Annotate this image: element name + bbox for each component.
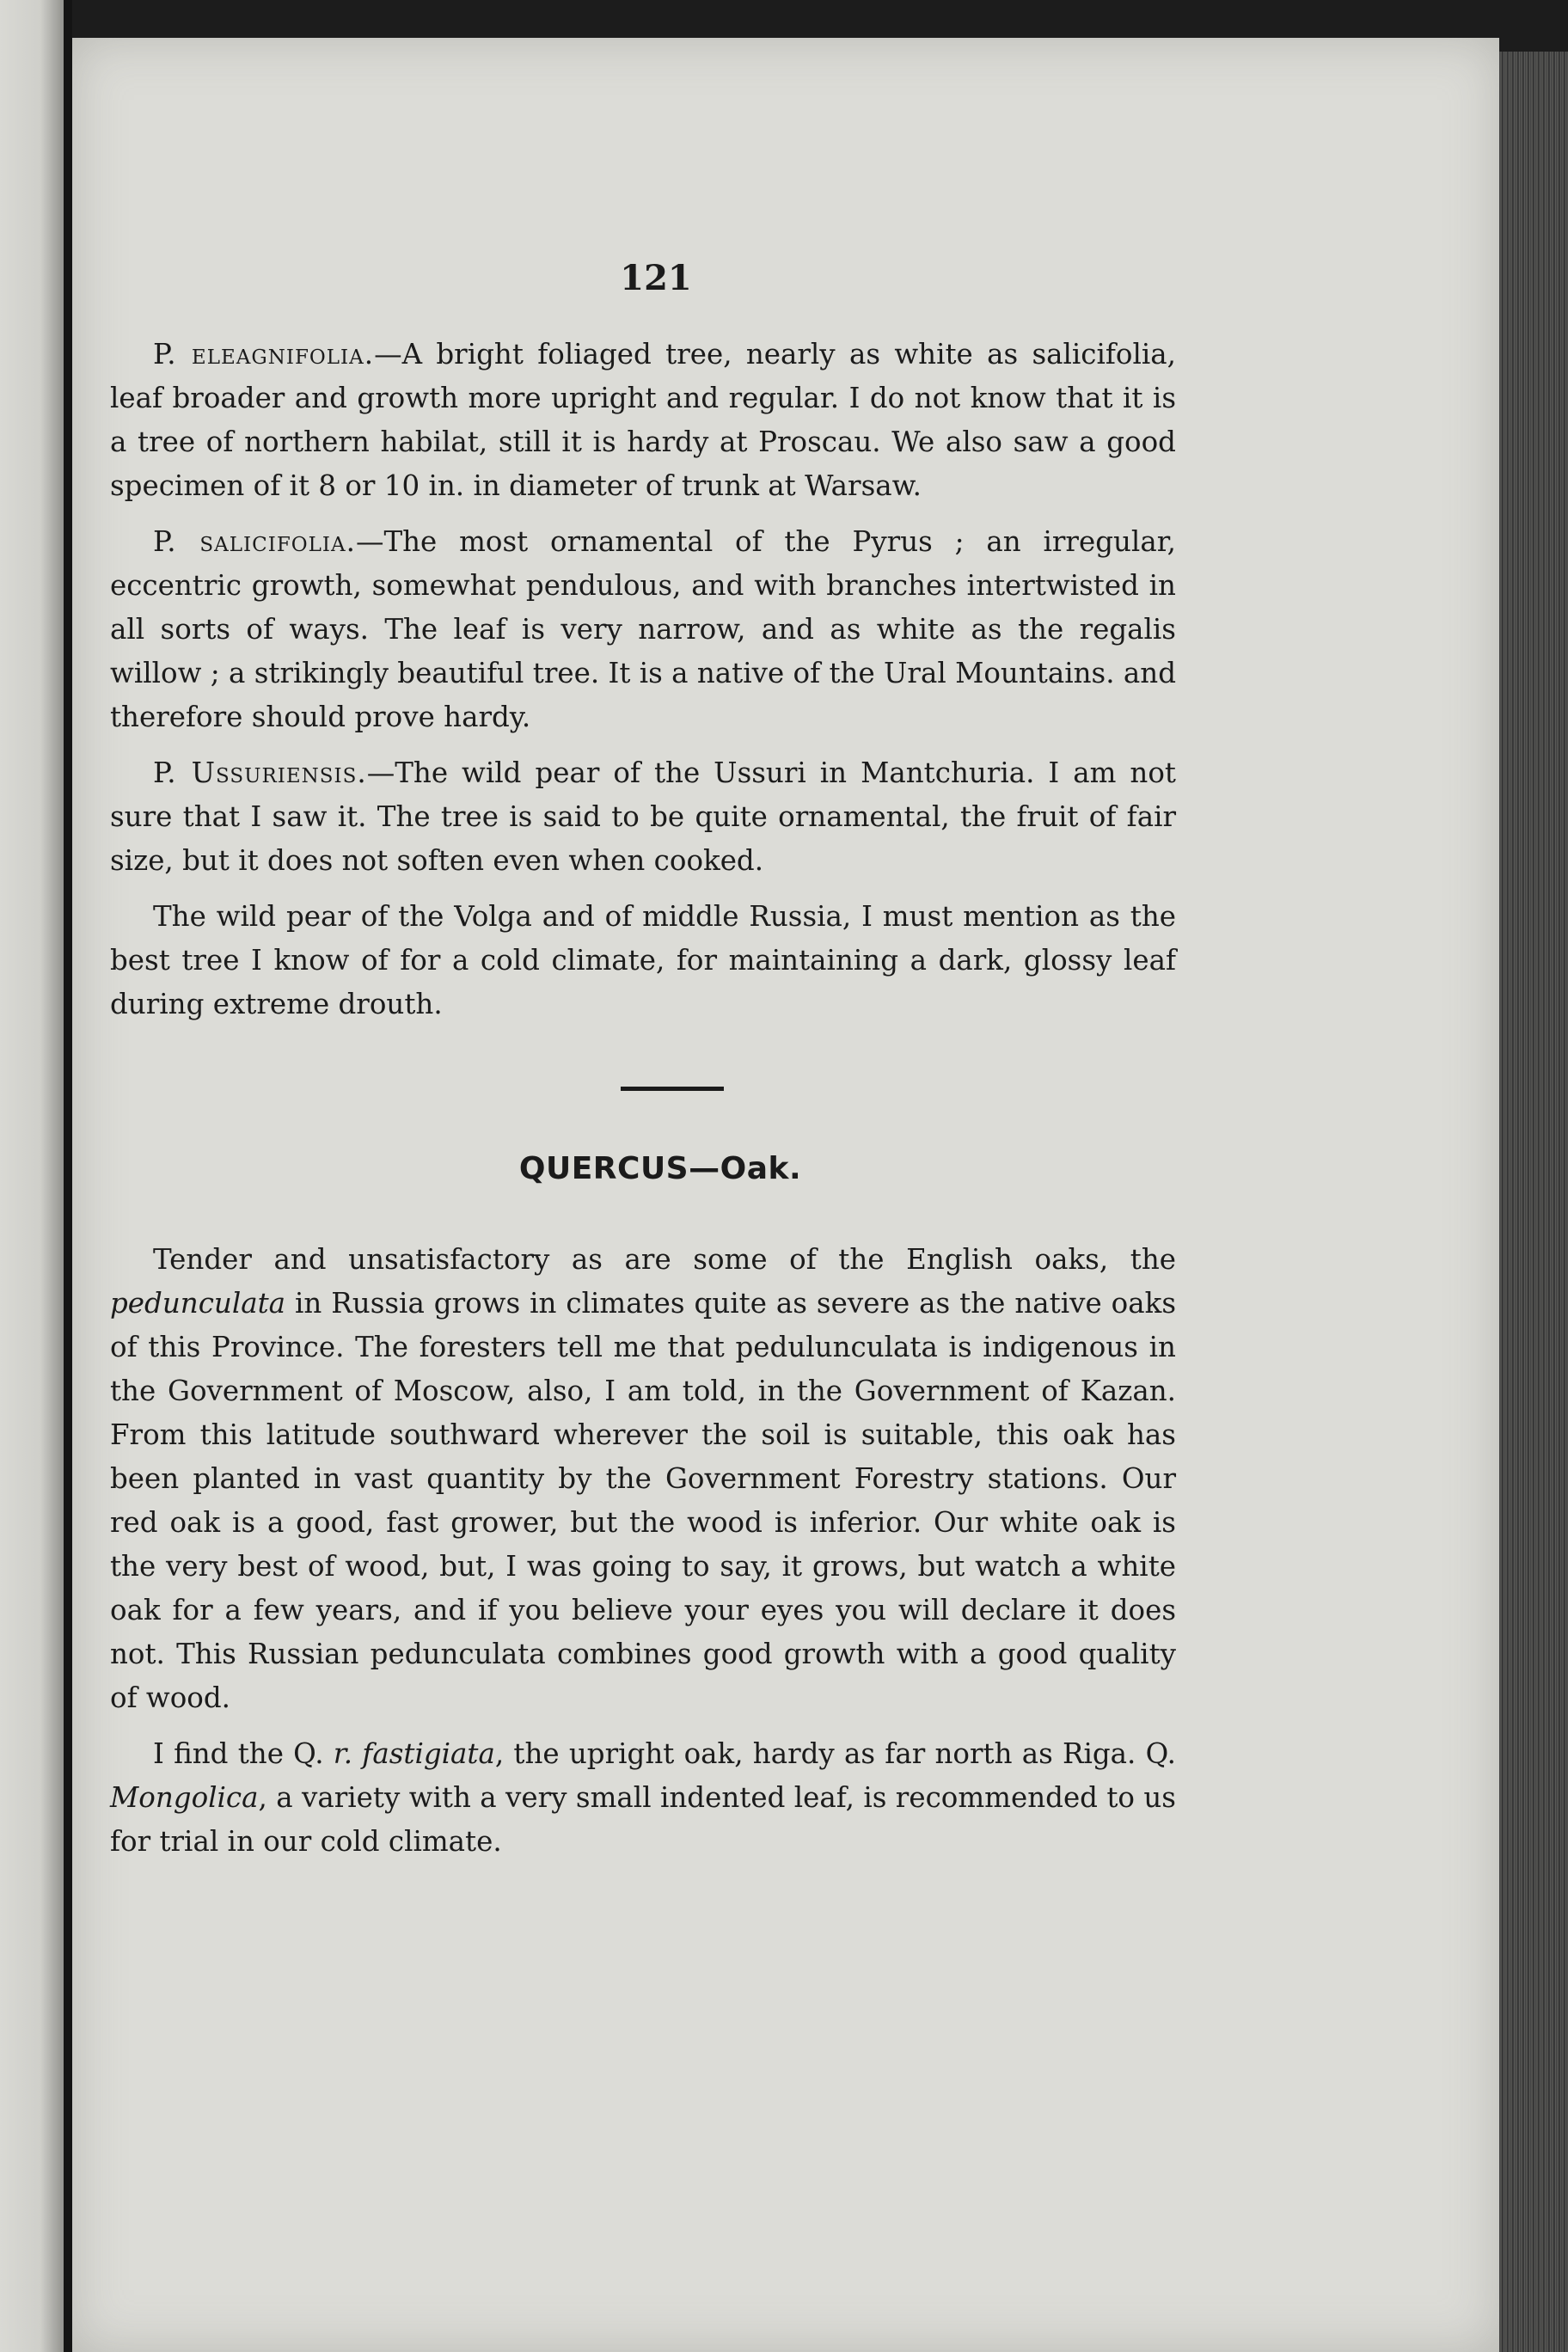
paragraph-body: —The most ornamental of the Pyrus ; an irregular, eccentric growth, somewhat pendulous, and with branches intertwisted in all sorts of ways. The leaf is very narrow, and as white as the regalis willow ; a strikingly beautiful tree. It is a native of the Ural Mountains. and therefore should prove hardy. <box>110 525 1176 733</box>
species-term: P. eleagnifolia. <box>153 338 375 371</box>
species-term: P. salicifolia. <box>153 525 356 558</box>
paragraph-volga-pear: The wild pear of the Volga and of middle Russia, I must mention as the best tree I know of for a cold climate, for maintaining a dark, glossy leaf during extreme drouth. <box>110 900 1176 1020</box>
text-run: , a variety with a very small indented leaf, is recommended to us for trial in our cold climate. <box>110 1781 1176 1858</box>
text-run: I find the Q. <box>153 1737 334 1770</box>
italic-term: pedunculata <box>110 1287 286 1320</box>
paragraph-salicifolia <box>110 520 1176 739</box>
text-run: in Russia grows in climates quite as severe as the native oaks of this Province. The foresters tell me that pedulunculata is indigenous in the Government of Moscow, also, I am told, in the Government of Kazan. From this latitude southward wherever the soil is suitable, this oak has been planted in vast quantity by the Government Forestry stations. Our red oak is a good, fast grower, but the wood is inferior. Our white oak is the very best of wood, but, I was going to say, it grows, but watch a white oak for a few years, and if you believe your eyes you will declare it does not. This Russian pedunculata combines good growth with a good quality of wood. <box>110 1287 1176 1714</box>
paragraph-eleagnifolia <box>110 333 1176 508</box>
facing-page-edge <box>0 0 67 2352</box>
page-text <box>110 258 1176 1876</box>
page-number: 121 <box>620 258 692 298</box>
text-run: Tender and unsatisfactory as are some of the English oaks, the <box>153 1243 1176 1276</box>
paragraph-body: —The wild pear of the Ussuri in Mantchuria. I am not sure that I saw it. The tree is said to be quite ornamental, the fruit of fair size, but it does not soften even when cooked. <box>110 756 1176 877</box>
paragraph-quercus-2 <box>110 1732 1176 1864</box>
paragraph-quercus-1 <box>110 1238 1176 1720</box>
section-title: QUERCUS—Oak. <box>518 1151 802 1186</box>
page-stack-edge <box>1499 52 1568 2352</box>
italic-term: fastigiata <box>362 1737 495 1770</box>
book-gutter <box>64 0 72 2352</box>
section-divider <box>621 1087 724 1091</box>
text-run: , the upright oak, hardy as far north as Riga. Q. <box>494 1737 1176 1770</box>
italic-term: Mongolica <box>110 1781 259 1814</box>
paragraph-ussuriensis <box>110 751 1176 883</box>
italic-term: r. <box>333 1737 353 1770</box>
paragraph-body: —A bright foliaged tree, nearly as white as salicifolia, leaf broader and growth more upright and regular. I do not know that it is a tree of northern habilat, still it is hardy at Proscau. We also saw a good specimen of it 8 or 10 in. in diameter of trunk at Warsaw. <box>110 338 1176 502</box>
species-term: P. Ussuriensis. <box>153 756 367 789</box>
text-run <box>352 1737 362 1770</box>
